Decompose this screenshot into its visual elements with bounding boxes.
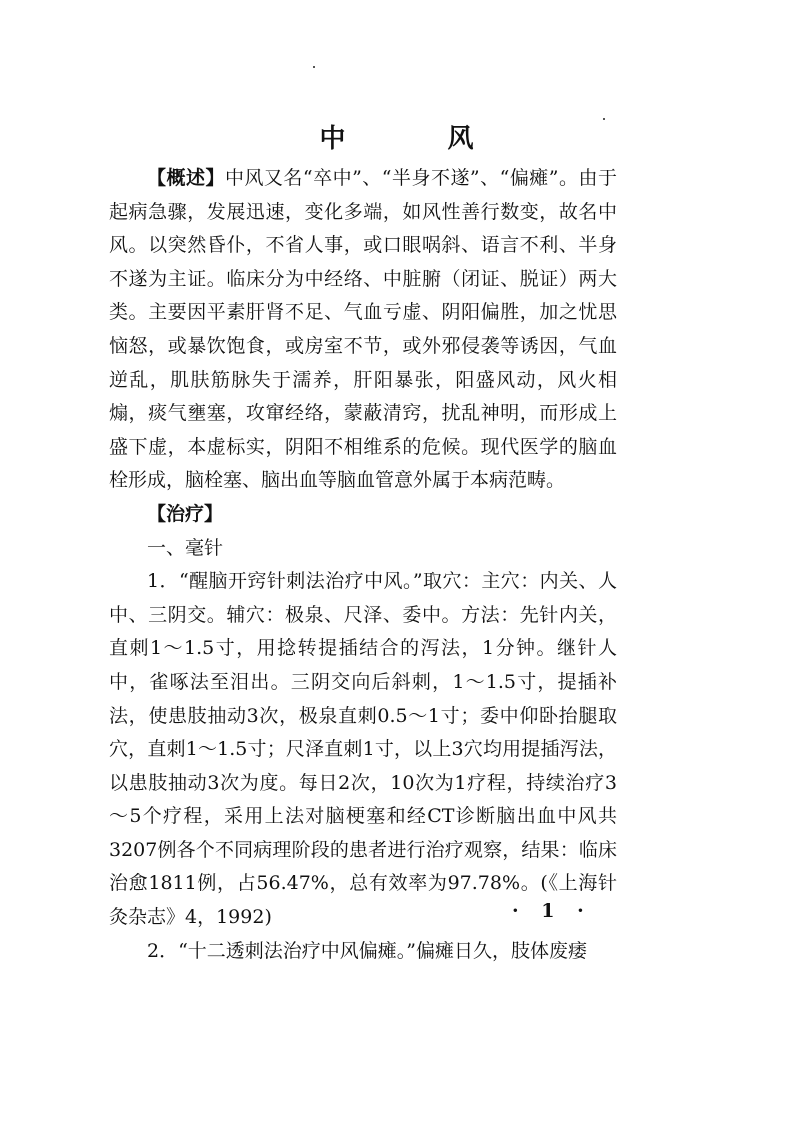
treatment-subsection: 一、毫针 — [147, 536, 224, 559]
page-title: 中 风 — [319, 124, 512, 154]
overview-label: 【概述】 — [147, 167, 225, 189]
treatment-item-1: 1．“醒脑开窍针刺法治疗中风。”取穴：主穴：内关、人中、三阴交。辅穴：极泉、尺泽、委中。方法：先针内关，直刺1～1.5寸，用捻转提插结合的泻法，1分钟。继针人中，雀啄法至泪出。三阴交向后斜刺，1～1.5寸，提插补法，使患肢抽动3次，极泉直刺0.5～1寸；委中仰卧抬腿取穴，直刺1～1.5寸；尺泽直刺1寸，以上3穴均用提插泻法，以患肢抽动3次为度。每日2次，10次为1疗程，持续治疗3～5个疗程，采用上法对脑梗塞和经CT诊断脑出血中风共3207例各个不同病理阶段的患者进行治疗观察，结果：临床治愈1811例，占56.47%，总有效率为97.78%。(《上海针灸杂志》4，1992) — [109, 570, 617, 929]
overview-text: 中风又名“卒中”、“半身不遂”、“偏瘫”。由于起病急骤，发展迅速，变化多端，如风性善行数变，故名中风。以突然昏仆，不省人事，或口眼㖞斜、语言不利、半身不遂为主证。临床分为中经络、中脏腑（闭证、脱证）两大类。主要因平素肝肾不足、气血亏虚、阴阳偏胜，加之忧思恼怒，或暴饮饱食，或房室不节，或外邪侵袭等诱因，气血逆乱，肌肤筋脉失于濡养，肝阳暴张，阳盛风动，风火相煽，痰气壅塞，攻窜经络，蒙蔽清窍，扰乱神明，而形成上盛下虚，本虚标实，阴阳不相维系的危候。现代医学的脑血栓形成，脑栓塞、脑出血等脑血管意外属于本病范畴。 — [109, 167, 617, 492]
treatment-heading: 【治疗】 — [147, 502, 224, 525]
page-number: · 1 · — [512, 900, 592, 922]
overview-paragraph — [109, 162, 617, 498]
scan-speck — [313, 66, 315, 68]
body-text — [109, 162, 617, 968]
treatment-item-2: 2．“十二透刺法治疗中风偏瘫。”偏瘫日久，肢体废痿 — [147, 939, 588, 962]
